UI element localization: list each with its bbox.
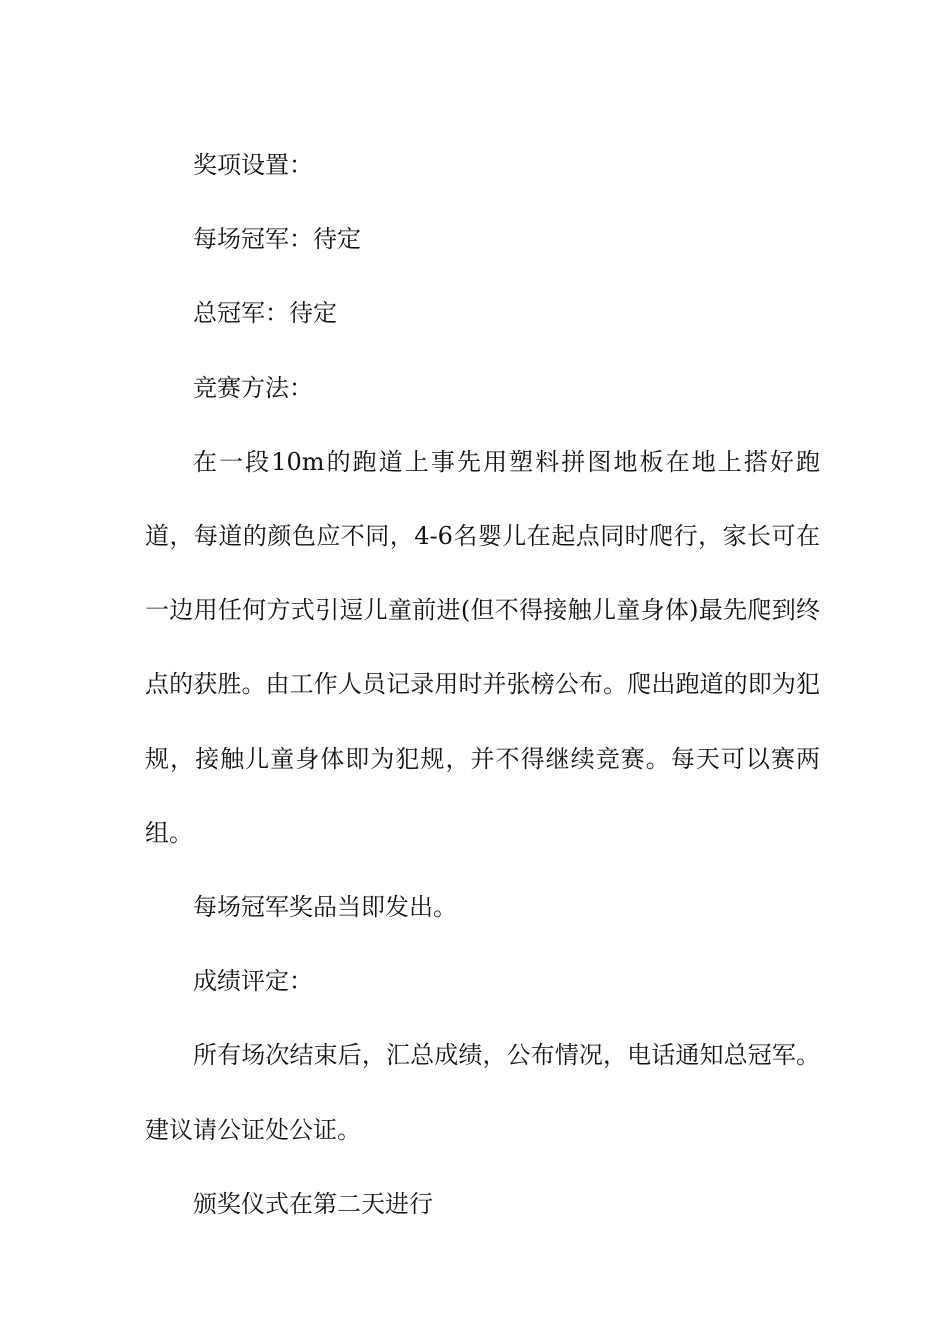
paragraph-prize-issuance: 每场冠军奖品当即发出。: [193, 893, 457, 922]
paragraph-match-champion: 每场冠军：待定: [193, 225, 361, 254]
paragraph-results-summary: 所有场次结束后，汇总成绩，公布情况，电话通知总冠军。建议请公证处公证。: [145, 1041, 820, 1144]
heading-award-settings: 奖项设置：: [193, 151, 313, 179]
heading-competition-method: 竞赛方法：: [193, 373, 313, 402]
paragraph-competition-rules: 在一段10m的跑道上事先用塑料拼图地板在地上搭好跑道，每道的颜色应不同，4-6名婴儿在起点同时爬行，家长可在一边用任何方式引逗儿童前进(但不得接触儿童身体)最先爬到终点的获胜。由工作人员记录用时并张榜公布。爬出跑道的即为犯规，接触儿童身体即为犯规，并不得继续竞赛。每天可以赛两组。: [145, 447, 820, 847]
paragraph-overall-champion: 总冠军：待定: [193, 299, 337, 328]
document-body: [145, 128, 820, 1241]
heading-results-evaluation: 成绩评定：: [193, 967, 313, 996]
paragraph-award-ceremony: 颁奖仪式在第二天进行: [193, 1189, 433, 1218]
